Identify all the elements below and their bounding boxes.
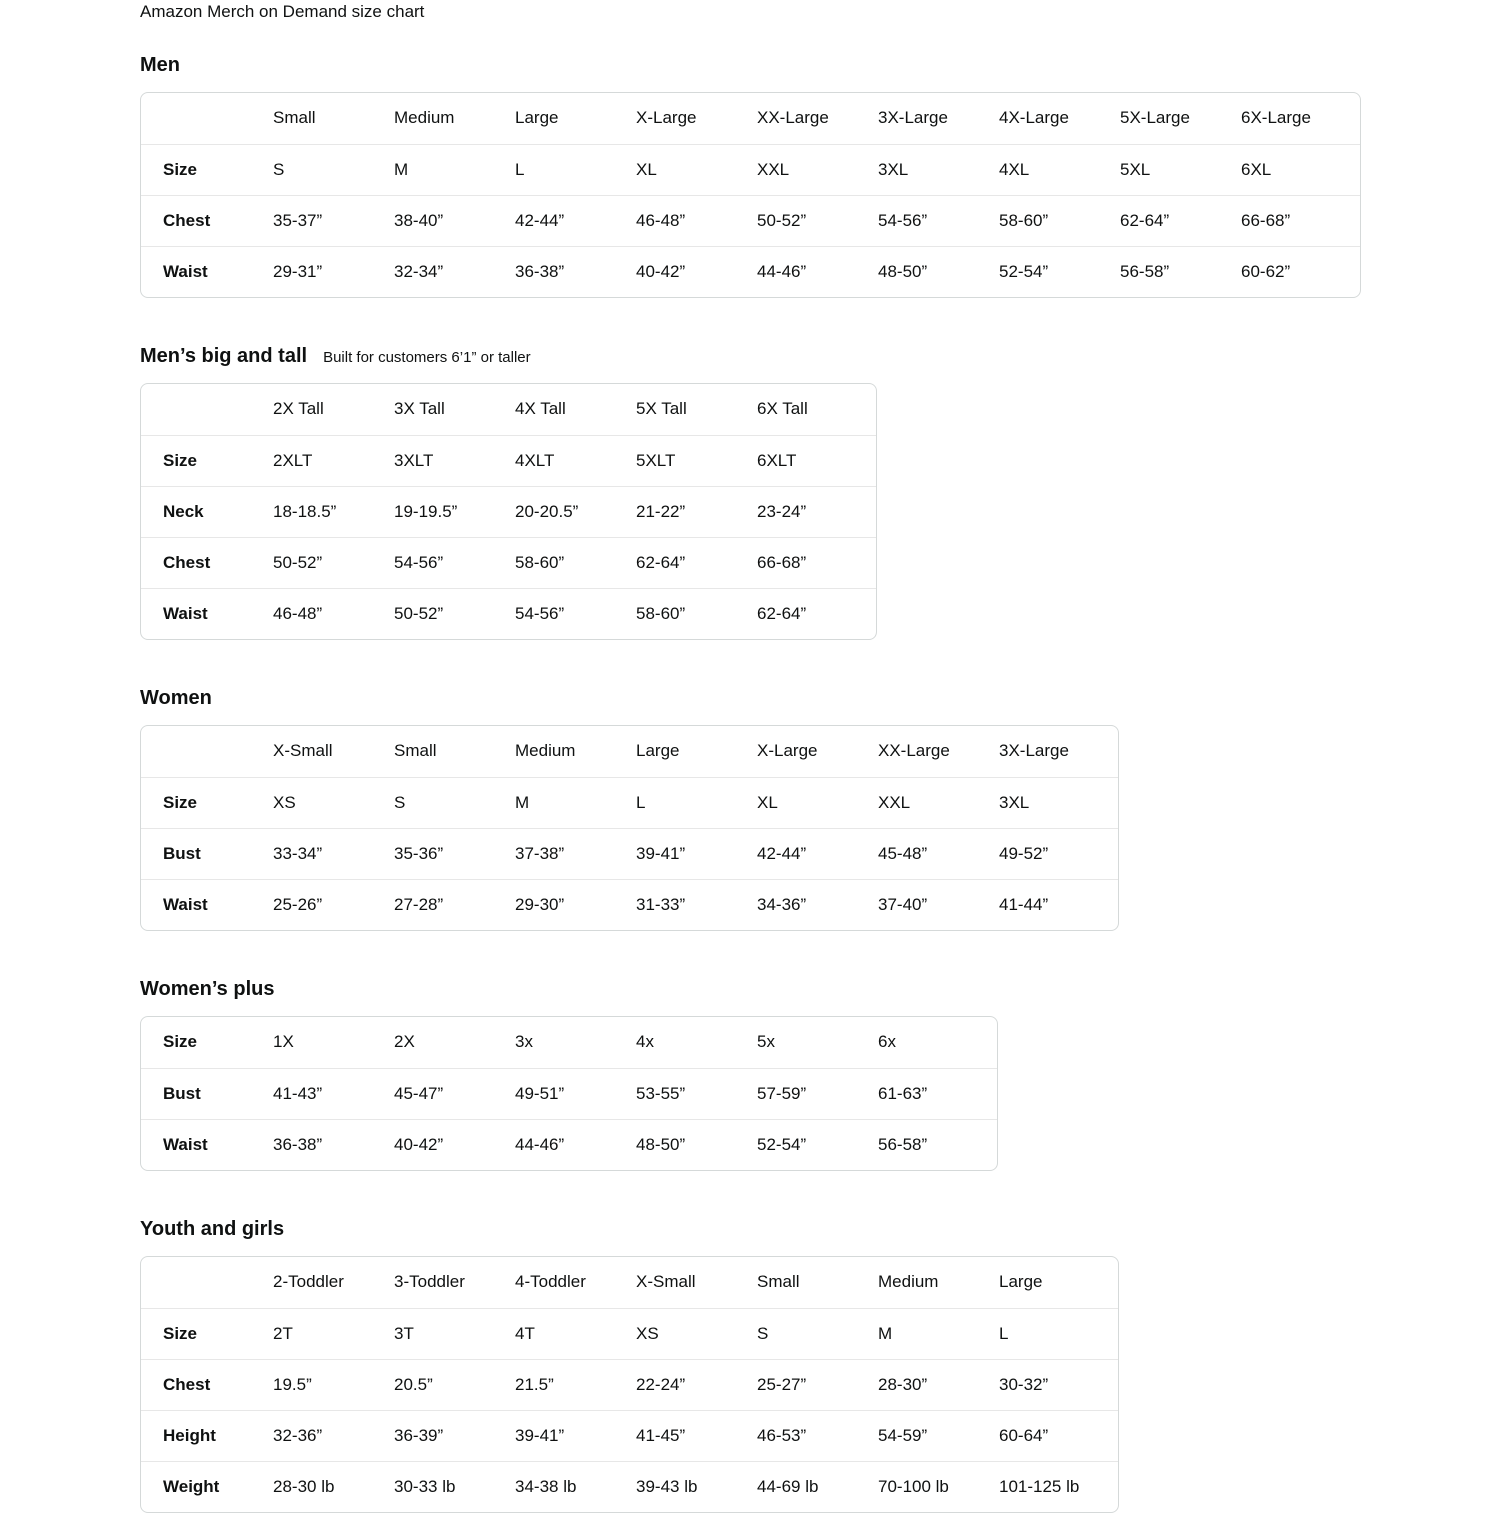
table-cell: XXL bbox=[755, 144, 876, 195]
table-cell: 3T bbox=[392, 1308, 513, 1359]
size-table-womens-plus bbox=[140, 1016, 998, 1171]
section-womens-plus bbox=[140, 978, 1499, 1176]
table-row-waist bbox=[141, 588, 876, 639]
table-cell: 37-38” bbox=[513, 828, 634, 879]
table-corner-cell bbox=[141, 384, 271, 435]
table-cell: XL bbox=[634, 144, 755, 195]
table-cell: 54-59” bbox=[876, 1410, 997, 1461]
table-cell: 3XL bbox=[876, 144, 997, 195]
table-cell: 54-56” bbox=[513, 588, 634, 639]
table-row-waist bbox=[141, 1119, 997, 1170]
table-cell: 27-28” bbox=[392, 879, 513, 930]
row-label: Waist bbox=[141, 879, 271, 930]
table-cell: 19.5” bbox=[271, 1359, 392, 1410]
table-row-bust bbox=[141, 1068, 997, 1119]
row-label: Size bbox=[163, 1032, 198, 1052]
table-cell: 20.5” bbox=[392, 1359, 513, 1410]
column-header: Medium bbox=[878, 1272, 939, 1292]
size-table-men bbox=[140, 92, 1361, 298]
table-cell: 58-60” bbox=[513, 537, 634, 588]
table-cell: 2XLT bbox=[271, 435, 392, 486]
row-label: Waist bbox=[141, 1119, 271, 1170]
table-cell: 37-40” bbox=[876, 879, 997, 930]
section-heading-row-youth-and-girls bbox=[140, 1218, 1499, 1240]
table-cell: 32-36” bbox=[271, 1410, 392, 1461]
size-table-grid-womens-plus bbox=[141, 1017, 997, 1170]
table-cell: 35-36” bbox=[392, 828, 513, 879]
table-cell: 45-47” bbox=[392, 1068, 513, 1119]
row-label: Chest bbox=[141, 1359, 271, 1410]
table-cell: 36-39” bbox=[392, 1410, 513, 1461]
table-cell: 30-33 lb bbox=[392, 1461, 513, 1512]
column-header: Large bbox=[636, 741, 680, 761]
table-cell: 61-63” bbox=[876, 1068, 997, 1119]
table-cell: 1X bbox=[273, 1032, 294, 1052]
table-cell: 22-24” bbox=[634, 1359, 755, 1410]
table-cell: XXL bbox=[876, 777, 997, 828]
table-cell: 44-46” bbox=[513, 1119, 634, 1170]
row-label: Waist bbox=[141, 246, 271, 297]
table-row-size bbox=[141, 435, 876, 486]
table-row-neck bbox=[141, 486, 876, 537]
section-men bbox=[140, 54, 1499, 303]
section-heading-row-mens-big-and-tall bbox=[140, 345, 1499, 367]
size-chart-sections bbox=[140, 54, 1499, 1518]
table-cell: 46-48” bbox=[634, 195, 755, 246]
table-cell: 6XLT bbox=[755, 435, 876, 486]
table-cell: XL bbox=[755, 777, 876, 828]
row-label: Bust bbox=[141, 828, 271, 879]
row-label: Chest bbox=[141, 195, 271, 246]
table-cell: L bbox=[513, 144, 634, 195]
table-cell: 49-51” bbox=[513, 1068, 634, 1119]
table-cell: 62-64” bbox=[755, 588, 876, 639]
table-cell: 41-44” bbox=[997, 879, 1118, 930]
table-cell: 46-48” bbox=[271, 588, 392, 639]
column-header: Medium bbox=[515, 741, 576, 761]
table-cell: 5x bbox=[757, 1032, 775, 1052]
table-cell: 3XL bbox=[997, 777, 1118, 828]
column-header: 4X Tall bbox=[515, 399, 566, 419]
column-header: 3-Toddler bbox=[394, 1272, 465, 1292]
table-cell: 56-58” bbox=[876, 1119, 997, 1170]
table-cell: M bbox=[392, 144, 513, 195]
table-row-size bbox=[141, 1308, 1118, 1359]
table-cell: 49-52” bbox=[997, 828, 1118, 879]
table-cell: 34-38 lb bbox=[513, 1461, 634, 1512]
table-cell: 25-26” bbox=[271, 879, 392, 930]
table-cell: 42-44” bbox=[513, 195, 634, 246]
row-label: Waist bbox=[141, 588, 271, 639]
table-cell: 32-34” bbox=[392, 246, 513, 297]
table-cell: 36-38” bbox=[513, 246, 634, 297]
table-cell: 3x bbox=[515, 1032, 533, 1052]
column-header: X-Small bbox=[273, 741, 333, 761]
table-cell: 4T bbox=[513, 1308, 634, 1359]
column-header: Large bbox=[999, 1272, 1043, 1292]
size-table-grid-women bbox=[141, 726, 1118, 930]
size-table-women bbox=[140, 725, 1119, 931]
column-header: Small bbox=[273, 108, 316, 128]
size-table-grid-mens-big-and-tall bbox=[141, 384, 876, 639]
table-cell: 39-41” bbox=[634, 828, 755, 879]
column-header: 3X-Large bbox=[999, 741, 1069, 761]
section-heading-youth-and-girls: Youth and girls bbox=[140, 1218, 285, 1240]
size-table-youth-and-girls bbox=[140, 1256, 1119, 1513]
section-heading-row-women bbox=[140, 687, 1499, 709]
table-cell: 21-22” bbox=[634, 486, 755, 537]
table-cell: 21.5” bbox=[513, 1359, 634, 1410]
table-cell: 2X bbox=[394, 1032, 415, 1052]
table-cell: XS bbox=[271, 777, 392, 828]
column-header: X-Large bbox=[636, 108, 697, 128]
row-label: Size bbox=[141, 144, 271, 195]
row-label: Neck bbox=[141, 486, 271, 537]
table-row-weight bbox=[141, 1461, 1118, 1512]
table-cell: 36-38” bbox=[271, 1119, 392, 1170]
table-corner-cell bbox=[141, 93, 271, 144]
row-label: Chest bbox=[141, 537, 271, 588]
table-cell: 30-32” bbox=[997, 1359, 1118, 1410]
table-cell: 58-60” bbox=[634, 588, 755, 639]
column-header: XX-Large bbox=[878, 741, 950, 761]
size-table-grid-youth-and-girls bbox=[141, 1257, 1118, 1512]
table-cell: 42-44” bbox=[755, 828, 876, 879]
section-heading-row-womens-plus bbox=[140, 978, 1499, 1000]
table-cell: 6XL bbox=[1239, 144, 1360, 195]
table-row-size bbox=[141, 777, 1118, 828]
table-cell: 45-48” bbox=[876, 828, 997, 879]
table-cell: 56-58” bbox=[1118, 246, 1239, 297]
table-row-chest bbox=[141, 195, 1360, 246]
column-header: 3X-Large bbox=[878, 108, 948, 128]
table-cell: 4XL bbox=[997, 144, 1118, 195]
table-header-row bbox=[141, 93, 1360, 144]
table-cell: 25-27” bbox=[755, 1359, 876, 1410]
column-header: X-Small bbox=[636, 1272, 696, 1292]
column-header: Small bbox=[394, 741, 437, 761]
table-cell: 5XLT bbox=[634, 435, 755, 486]
section-women bbox=[140, 687, 1499, 936]
table-cell: 50-52” bbox=[392, 588, 513, 639]
table-cell: 4x bbox=[636, 1032, 654, 1052]
table-cell: 41-45” bbox=[634, 1410, 755, 1461]
table-cell: 20-20.5” bbox=[513, 486, 634, 537]
table-cell: 62-64” bbox=[1118, 195, 1239, 246]
table-cell: 23-24” bbox=[755, 486, 876, 537]
size-table-grid-men bbox=[141, 93, 1360, 297]
column-header: 6X Tall bbox=[757, 399, 808, 419]
column-header: Small bbox=[757, 1272, 800, 1292]
table-row-size bbox=[141, 144, 1360, 195]
table-cell: 62-64” bbox=[634, 537, 755, 588]
table-cell: 38-40” bbox=[392, 195, 513, 246]
table-header-row bbox=[141, 726, 1118, 777]
column-header: 2-Toddler bbox=[273, 1272, 344, 1292]
table-cell: 28-30 lb bbox=[271, 1461, 392, 1512]
table-row-size bbox=[141, 1017, 997, 1068]
row-label: Size bbox=[141, 435, 271, 486]
section-heading-row-men bbox=[140, 54, 1499, 76]
table-cell: 39-43 lb bbox=[634, 1461, 755, 1512]
table-cell: 48-50” bbox=[634, 1119, 755, 1170]
table-cell: 50-52” bbox=[271, 537, 392, 588]
table-cell: 29-30” bbox=[513, 879, 634, 930]
table-row-chest bbox=[141, 1359, 1118, 1410]
table-cell: S bbox=[271, 144, 392, 195]
table-cell: 54-56” bbox=[392, 537, 513, 588]
table-cell: 44-69 lb bbox=[755, 1461, 876, 1512]
column-header: 5X Tall bbox=[636, 399, 687, 419]
column-header: 4-Toddler bbox=[515, 1272, 586, 1292]
table-cell: 33-34” bbox=[271, 828, 392, 879]
table-row-bust bbox=[141, 828, 1118, 879]
table-cell: 19-19.5” bbox=[392, 486, 513, 537]
table-header-row bbox=[141, 384, 876, 435]
table-header-row bbox=[141, 1257, 1118, 1308]
section-heading-men: Men bbox=[140, 54, 180, 76]
table-cell: S bbox=[755, 1308, 876, 1359]
section-heading-womens-plus: Women’s plus bbox=[140, 978, 275, 1000]
section-heading-women: Women bbox=[140, 687, 212, 709]
table-cell: 41-43” bbox=[271, 1068, 392, 1119]
table-cell: 35-37” bbox=[271, 195, 392, 246]
column-header: X-Large bbox=[757, 741, 818, 761]
page-title: Amazon Merch on Demand size chart bbox=[140, 2, 425, 21]
table-row-waist bbox=[141, 246, 1360, 297]
table-cell: 52-54” bbox=[755, 1119, 876, 1170]
table-cell: M bbox=[876, 1308, 997, 1359]
table-corner-cell bbox=[141, 1257, 271, 1308]
table-cell: XS bbox=[634, 1308, 755, 1359]
section-heading-mens-big-and-tall: Men’s big and tall bbox=[140, 345, 308, 367]
table-cell: M bbox=[513, 777, 634, 828]
table-cell: 5XL bbox=[1118, 144, 1239, 195]
table-corner-cell bbox=[141, 726, 271, 777]
column-header: 5X-Large bbox=[1120, 108, 1190, 128]
table-cell: 34-36” bbox=[755, 879, 876, 930]
row-label: Weight bbox=[141, 1461, 271, 1512]
table-cell: 58-60” bbox=[997, 195, 1118, 246]
column-header: Large bbox=[515, 108, 559, 128]
table-cell: 70-100 lb bbox=[876, 1461, 997, 1512]
table-cell: 66-68” bbox=[755, 537, 876, 588]
table-cell: 31-33” bbox=[634, 879, 755, 930]
column-header: 6X-Large bbox=[1241, 108, 1311, 128]
row-label: Size bbox=[141, 777, 271, 828]
column-header: 2X Tall bbox=[273, 399, 324, 419]
section-youth-and-girls bbox=[140, 1218, 1499, 1518]
table-row-chest bbox=[141, 537, 876, 588]
table-cell: 48-50” bbox=[876, 246, 997, 297]
table-cell: 66-68” bbox=[1239, 195, 1360, 246]
table-cell: 60-64” bbox=[997, 1410, 1118, 1461]
table-cell: 53-55” bbox=[634, 1068, 755, 1119]
table-cell: 6x bbox=[878, 1032, 896, 1052]
table-cell: 28-30” bbox=[876, 1359, 997, 1410]
table-cell: 57-59” bbox=[755, 1068, 876, 1119]
table-cell: 101-125 lb bbox=[997, 1461, 1118, 1512]
table-cell: 50-52” bbox=[755, 195, 876, 246]
size-table-mens-big-and-tall bbox=[140, 383, 877, 640]
table-cell: 18-18.5” bbox=[271, 486, 392, 537]
table-cell: 29-31” bbox=[271, 246, 392, 297]
table-cell: L bbox=[997, 1308, 1118, 1359]
table-cell: 60-62” bbox=[1239, 246, 1360, 297]
row-label: Bust bbox=[141, 1068, 271, 1119]
table-cell: 40-42” bbox=[634, 246, 755, 297]
table-cell: 4XLT bbox=[513, 435, 634, 486]
table-cell: 54-56” bbox=[876, 195, 997, 246]
column-header: XX-Large bbox=[757, 108, 829, 128]
table-cell: S bbox=[392, 777, 513, 828]
table-cell: 2T bbox=[271, 1308, 392, 1359]
table-cell: 44-46” bbox=[755, 246, 876, 297]
section-mens-big-and-tall bbox=[140, 345, 1499, 645]
table-cell: L bbox=[634, 777, 755, 828]
table-cell: 40-42” bbox=[392, 1119, 513, 1170]
table-row-waist bbox=[141, 879, 1118, 930]
table-cell: 52-54” bbox=[997, 246, 1118, 297]
table-cell: 3XLT bbox=[392, 435, 513, 486]
row-label: Height bbox=[141, 1410, 271, 1461]
column-header: 4X-Large bbox=[999, 108, 1069, 128]
table-cell: 39-41” bbox=[513, 1410, 634, 1461]
table-row-height bbox=[141, 1410, 1118, 1461]
table-cell: 46-53” bbox=[755, 1410, 876, 1461]
section-subtitle-mens-big-and-tall: Built for customers 6’1” or taller bbox=[323, 349, 531, 366]
column-header: 3X Tall bbox=[394, 399, 445, 419]
column-header: Medium bbox=[394, 108, 455, 128]
row-label: Size bbox=[141, 1308, 271, 1359]
